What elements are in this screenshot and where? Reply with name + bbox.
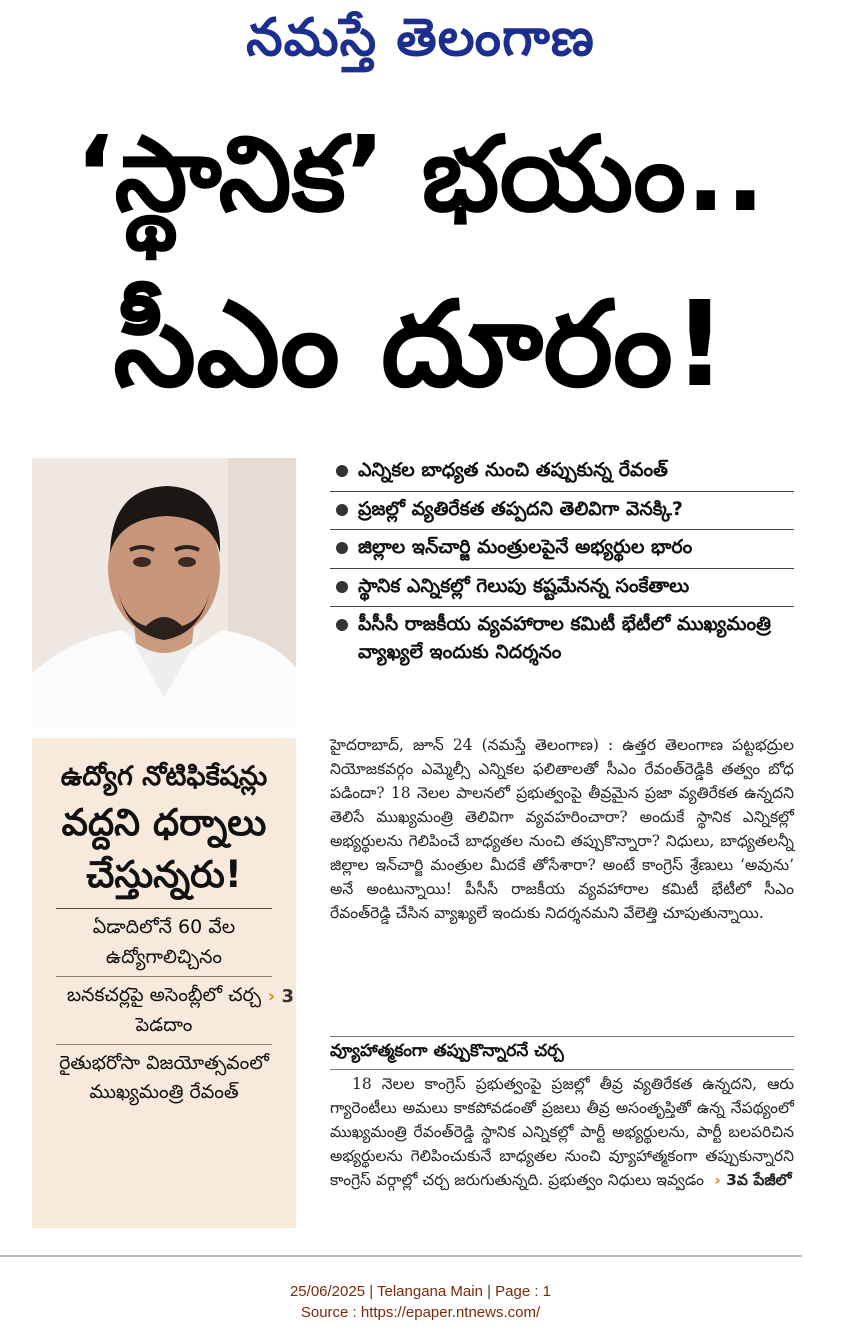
sidebar-item: బనకచర్లపై అసెంబ్లీలో చర్చ పెడదాం › 3: [56, 976, 272, 1044]
bullet-dot-icon: [336, 619, 348, 631]
headline-line-2: సీఎం దూరం!: [113, 275, 727, 413]
continued-link[interactable]: › 3వ పేజీలో: [708, 1171, 792, 1190]
footer-source-line[interactable]: Source : https://epaper.ntnews.com/: [300, 1304, 541, 1321]
sidebar-item: ఏడాదిలోనే 60 వేల ఉద్యోగాలిచ్చినం: [56, 908, 272, 976]
article-paragraph-1: హైదరాబాద్, జూన్ 24 (నమస్తే తెలంగాణ) : ఉత్తర తెలంగాణ పట్టభద్రుల నియోజకవర్గం ఎమ్మెల్సీ ఎన్నికల ఫలితాలతో సీఎం రేవంత్‌రెడ్డికి తత్వం బోధ పడిందా? 18 నెలల పాలనలో ప్రభుత్వంపై తీవ్రమైన ప్రజా వ్యతిరేకత ఉన్నదని తెలిసే ముఖ్యమంత్రి తెలివిగా వ్యవహరించారా? అందుకే స్థానిక ఎన్నికల్లో అభ్యర్థులను గెలిపించే బాధ్యతల నుంచి తప్పుకొన్నారా? నిధులు, బాధ్యతలన్నీ జిల్లాల ఇన్‌చార్జి మంత్రుల మీదకే తోసేశారా? అంటే కాంగ్రెస్ శ్రేణులు ‘అవును’ అనే అంటున్నాయి! పీసీసీ రాజకీయ వ్యవహారాల కమిటీ భేటీలో సీఎం రేవంత్‌రెడ్డి చేసిన వ్యాఖ్యలే ఇందుకు నిదర్శనమని వేలెత్తి చూపుతున్నాయి.: [330, 736, 794, 923]
bullet-item: ప్రజల్లో వ్యతిరేకత తప్పదని తెలివిగా వెనక్కి?: [330, 492, 794, 531]
sidebar-title: ఉద్యోగ నోటిఫికేషన్లు వద్దని ధర్నాలు చేస్తున్నరు!: [60, 761, 268, 896]
bullet-dot-icon: [336, 465, 348, 477]
sidebar-box: [32, 738, 296, 1228]
article-subheading: వ్యూహాత్మకంగా తప్పుకొన్నారనే చర్చ: [330, 1036, 794, 1070]
footer-date-line: 25/06/2025 | Telangana Main | Page : 1: [289, 1283, 552, 1300]
masthead-logo: నమస్తే తెలంగాణ: [246, 8, 595, 68]
page-reference[interactable]: › 3: [267, 986, 294, 1008]
bullet-item: స్థానిక ఎన్నికల్లో గెలుపు కష్టమేనన్న సంకేతాలు: [330, 569, 794, 608]
bullet-dot-icon: [336, 504, 348, 516]
person-portrait-icon: [32, 458, 296, 728]
bullet-item: ఎన్నికల బాధ్యత నుంచి తప్పుకున్న రేవంత్: [330, 453, 794, 492]
sidebar-item: రైతుభరోసా విజయోత్సవంలో ముఖ్యమంత్రి రేవంత్: [56, 1044, 272, 1112]
footer-divider: [0, 1255, 802, 1257]
person-photo: [32, 458, 296, 728]
highlight-bullets: [330, 453, 794, 672]
bullet-dot-icon: [336, 542, 348, 554]
bullet-item: పీసీసీ రాజకీయ వ్యవహారాల కమిటీ భేటీలో ముఖ్యమంత్రి వ్యాఖ్యలే ఇందుకు నిదర్శనం: [330, 607, 794, 672]
article-paragraph-2: 18 నెలల కాంగ్రెస్ ప్రభుత్వంపై ప్రజల్లో తీవ్ర వ్యతిరేకత ఉన్నదని, ఆరు గ్యారెంటీలు అమలు కాకపోవడంతో ప్రజలు తీవ్ర అసంతృప్తితో ఉన్న నేపథ్యంలో ముఖ్యమంత్రి రేవంత్‌రెడ్డి స్థానిక ఎన్నికల్లో పార్టీ అభ్యర్థులను, పార్టీ బలపరిచిన అభ్యర్థులను గెలిపించుకునే బాధ్యతల నుంచి వ్యూహాత్మకంగా తప్పుకున్నారని కాంగ్రెస్ వర్గాల్లో చర్చ జరుగుతున్నది. ప్రభుత్వం నిధులు ఇవ్వడం › 3వ పేజీలో: [330, 1075, 794, 1190]
bullet-dot-icon: [336, 581, 348, 593]
headline-line-1: ‘స్థానిక’ భయం..: [74, 113, 765, 235]
sidebar-items: [32, 908, 296, 1112]
bullet-item: జిల్లాల ఇన్‌చార్జి మంత్రులపైనే అభ్యర్థుల భారం: [330, 530, 794, 569]
